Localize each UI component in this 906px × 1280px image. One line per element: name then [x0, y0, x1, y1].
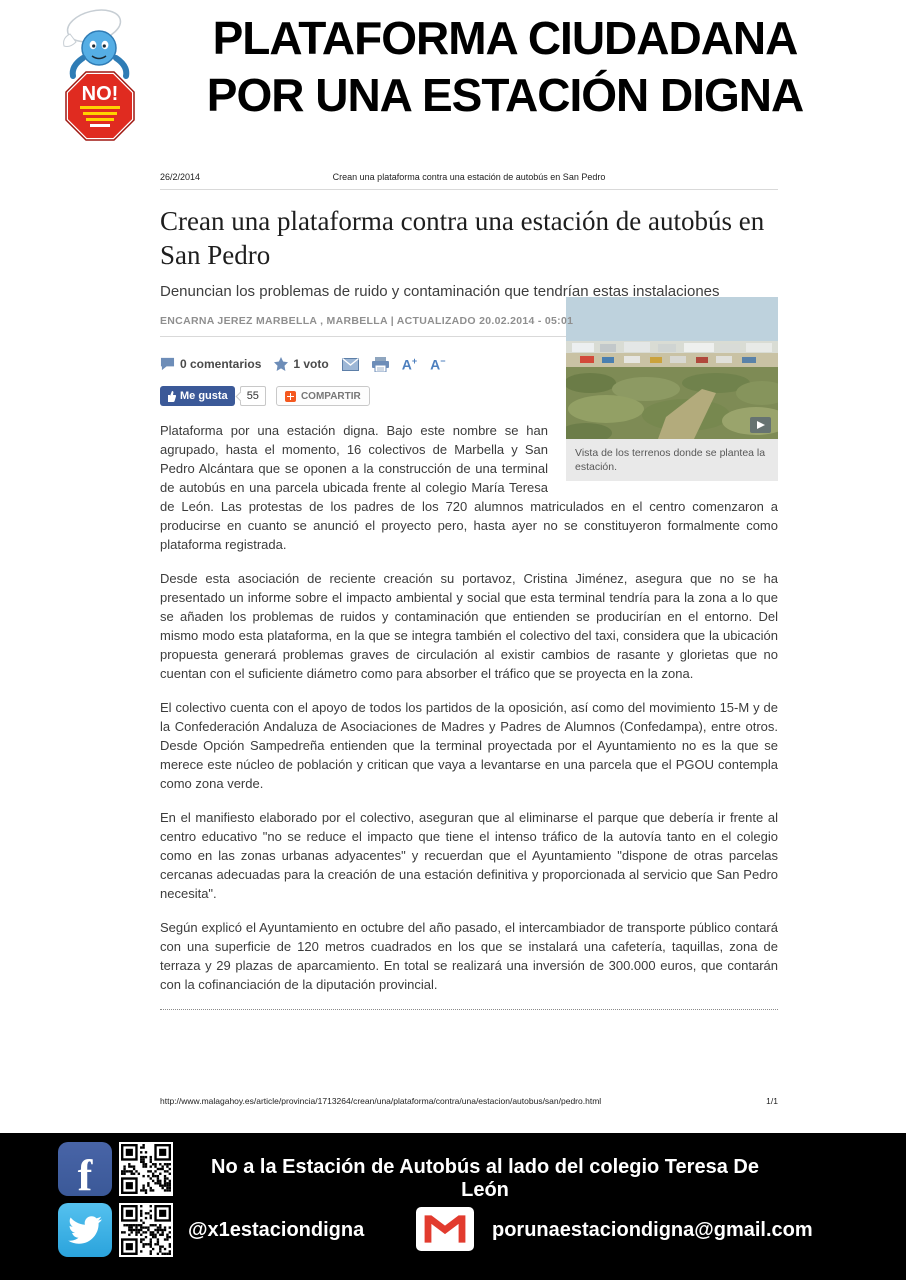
article-printout	[160, 172, 778, 1010]
print-meta	[160, 172, 778, 185]
byline-author: ENCARNA JEREZ MARBELLA , MARBELLA |	[160, 315, 394, 327]
article-body	[160, 353, 778, 1010]
share-button[interactable]	[276, 386, 370, 406]
addthis-plus-icon	[285, 391, 296, 402]
article-headline: Crean una plataforma contra una estación de autobús en San Pedro	[160, 206, 765, 270]
divider	[160, 189, 778, 190]
page-title-line1: PLATAFORMA CIUDADANA	[212, 12, 798, 64]
twitter-bird-icon	[68, 1216, 102, 1244]
source-url: http://www.malagahoy.es/article/provincia/1713264/crean/una/plataforma/contra/una/estacion/autobus/san/pedro.html	[160, 1096, 602, 1106]
twitter-qr-code	[119, 1203, 173, 1257]
facebook-like-button[interactable]	[160, 386, 235, 406]
font-increase-button[interactable]: A+	[401, 355, 418, 373]
print-footer	[160, 1096, 778, 1106]
comments-label: 0 comentarios	[180, 357, 262, 371]
like-count: 55	[240, 386, 266, 406]
contact-banner	[0, 1133, 906, 1280]
envelope-icon	[342, 358, 359, 371]
flyer-header	[0, 0, 906, 155]
article-paragraph: Según explicó el Ayuntamiento en octubre del año pasado, el intercambiador de transporte público contará con una superficie de 120 metros cuadrados en los que se instalará una cafetería, taquillas, zona de terraza y 29 plazas de aparcamiento. En total se realizará una inversión de 300.000 euros, que contarán con la cofinanciación de la diputación provincial.	[160, 920, 778, 992]
gmail-icon	[416, 1207, 474, 1251]
article-subheadline: Denuncian los problemas de ruido y contaminación que tendrían estas instalaciones	[160, 283, 720, 300]
like-share-row	[160, 385, 548, 407]
font-decrease-button[interactable]: A−	[430, 355, 446, 373]
share-label: COMPARTIR	[300, 390, 361, 402]
comments-link[interactable]	[160, 357, 261, 371]
terrain-photo	[566, 297, 778, 439]
article-paragraph: Plataforma por una estación digna. Bajo este nombre se han agrupado, hasta el momento, 16 colectivos de Marbella y San Pedro Alcántara que se oponen a la construcción de una terminal de autobús en una parcela ubicada frente al colegio María Teresa de León. Las protestas de los padres de los 720 alumnos matriculados en el centro comenzaron a producirse en cuanto se anunció el proyecto pero, hasta ayer no se constituyeron formalmente como plataforma registrada.	[160, 423, 778, 552]
print-title: Crean una plataforma contra una estación de autobús en San Pedro	[332, 172, 606, 182]
page-number: 1/1	[766, 1096, 778, 1106]
banner-email: porunaestaciondigna@gmail.com	[492, 1219, 813, 1241]
facebook-icon: f	[58, 1142, 112, 1196]
banner-slogan: No a la Estación de Autobús al lado del colegio Teresa De León	[211, 1156, 759, 1201]
article-paragraph: Desde esta asociación de reciente creación su portavoz, Cristina Jiménez, asegura que no se ha presentado un informe sobre el impacto ambiental y social que esta terminal tendría para la zona a lo que se añaden los problemas de ruidos y contaminación que entienden se producirían en el entorno. Del mismo modo esta plataforma, en la que se integra también el colectivo del taxi, considera que la ubicación propuesta generará problemas graves de circulación al existir cambios de rasante y glorietas que no cuentan con el suficiente diámetro como para absorber el tráfico que se proyecta en la zona.	[160, 571, 778, 681]
page-title	[160, 10, 850, 124]
facebook-qr-code	[119, 1142, 173, 1196]
article-paragraph: En el manifiesto elaborado por el colectivo, aseguran que al eliminarse el parque que debería ir frente al centro educativo "no se reduce el impacto que tiene el intenso tráfico de la autovía tanto en el colegio como en las zonas urbanas adyacentes" y recuerdan que el Ayuntamiento "dispone de otras parcelas cercanas adecuadas para la creación de una estación definitiva y proporcionada al servicio que San Pedro necesita".	[160, 810, 778, 901]
gmail-m-icon	[421, 1212, 469, 1246]
facebook-like-widget	[160, 386, 266, 406]
page-title-line2: POR UNA ESTACIÓN DIGNA	[206, 69, 804, 121]
votes-label: 1 voto	[293, 357, 329, 371]
thumbs-up-icon	[167, 390, 176, 402]
print-date: 26/2/2014	[160, 172, 201, 182]
vote-star-icon	[274, 357, 288, 371]
mascot-stop-sign-icon	[50, 6, 150, 148]
printer-icon	[372, 357, 389, 372]
svg-text:NO!: NO!	[81, 83, 119, 105]
print-button[interactable]	[372, 357, 389, 372]
byline-updated: ACTUALIZADO 20.02.2014 - 05:01	[396, 315, 574, 327]
article-photo-figure	[566, 297, 778, 481]
article-paragraph: El colectivo cuenta con el apoyo de todos los partidos de la oposición, así como del movimiento 15-M y de la Confederación Andaluza de Asociaciones de Madres y Padres de Alumnos (Confedampa), entre otros. Desde Opción Sampedreña entienden que la terminal proyectada por el Ayuntamiento no es la que se merece este núcleo de población y critican que vaya a levantarse en una parcela que el PGOU contempla como zona verde.	[160, 700, 778, 791]
social-toolbar	[160, 353, 548, 375]
dotted-divider	[160, 1009, 778, 1010]
photo-caption: Vista de los terrenos donde se plantea la estación.	[566, 439, 778, 481]
twitter-icon	[58, 1203, 112, 1257]
comment-bubble-icon	[160, 357, 175, 371]
like-label: Me gusta	[180, 390, 228, 402]
email-button[interactable]	[342, 358, 359, 371]
votes-link[interactable]	[274, 357, 328, 371]
twitter-handle: @x1estaciondigna	[188, 1219, 365, 1241]
plataforma-logo	[50, 6, 150, 148]
